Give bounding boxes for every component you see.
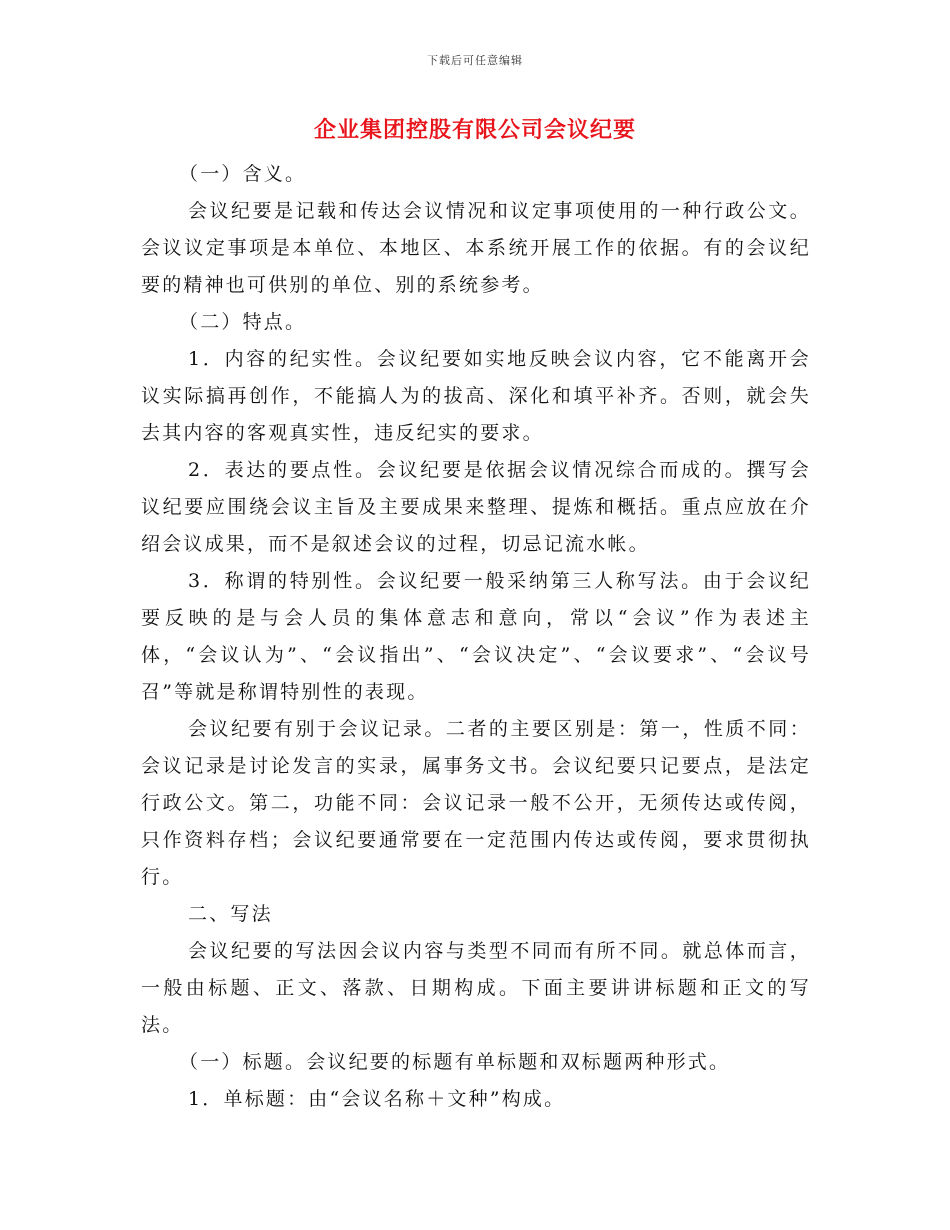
- page-header-note: 下载后可任意编辑: [427, 54, 523, 67]
- paragraph-difference: 会议纪要有别于会议记录。二者的主要区别是：第一，性质不同：会议记录是讨论发言的实录，属事务文书。会议纪要只记要点，是法定行政公文。第二，功能不同：会议记录一般不公开，无须传达或传阅，只作资料存档；会议纪要通常要在一定范围内传达或传阅，要求贯彻执行。: [141, 718, 811, 888]
- document-title: 企业集团控股有限公司会议纪要: [313, 118, 636, 143]
- section-heading-meaning: （一）含义。: [179, 163, 307, 185]
- paragraph-feature-1: 1．内容的纪实性。会议纪要如实地反映会议内容，它不能离开会议实际搞再创作，不能搞人为的拔高、深化和填平补齐。否则，就会失去其内容的客观真实性，违反纪实的要求。: [141, 348, 811, 444]
- paragraph-feature-2: 2．表达的要点性。会议纪要是依据会议情况综合而成的。撰写会议纪要应围绕会议主旨及主要成果来整理、提炼和概括。重点应放在介绍会议成果，而不是叙述会议的过程，切忌记流水帐。: [141, 459, 811, 555]
- section-heading-features: （二）特点。: [179, 311, 307, 333]
- paragraph-single-title: 1．单标题：由“会议名称＋文种”构成。: [188, 1088, 566, 1110]
- paragraph-definition: 会议纪要是记载和传达会议情况和议定事项使用的一种行政公文。会议议定事项是本单位、本地区、本系统开展工作的依据。有的会议纪要的精神也可供别的单位、别的系统参考。: [141, 200, 811, 296]
- paragraph-title-forms: （一）标题。会议纪要的标题有单标题和双标题两种形式。: [179, 1051, 731, 1073]
- document-body: [141, 156, 811, 1118]
- paragraph-feature-3: 3．称谓的特别性。会议纪要一般采纳第三人称写法。由于会议纪要反映的是与会人员的集体意志和意向，常以“会议”作为表述主体，“会议认为”、“会议指出”、“会议决定”、“会议要求”、“会议号召”等就是称谓特别性的表现。: [141, 570, 811, 703]
- section-heading-writing: 二、写法: [188, 903, 273, 925]
- paragraph-writing-overview: 会议纪要的写法因会议内容与类型不同而有所不同。就总体而言，一般由标题、正文、落款、日期构成。下面主要讲讲标题和正文的写法。: [141, 940, 811, 1036]
